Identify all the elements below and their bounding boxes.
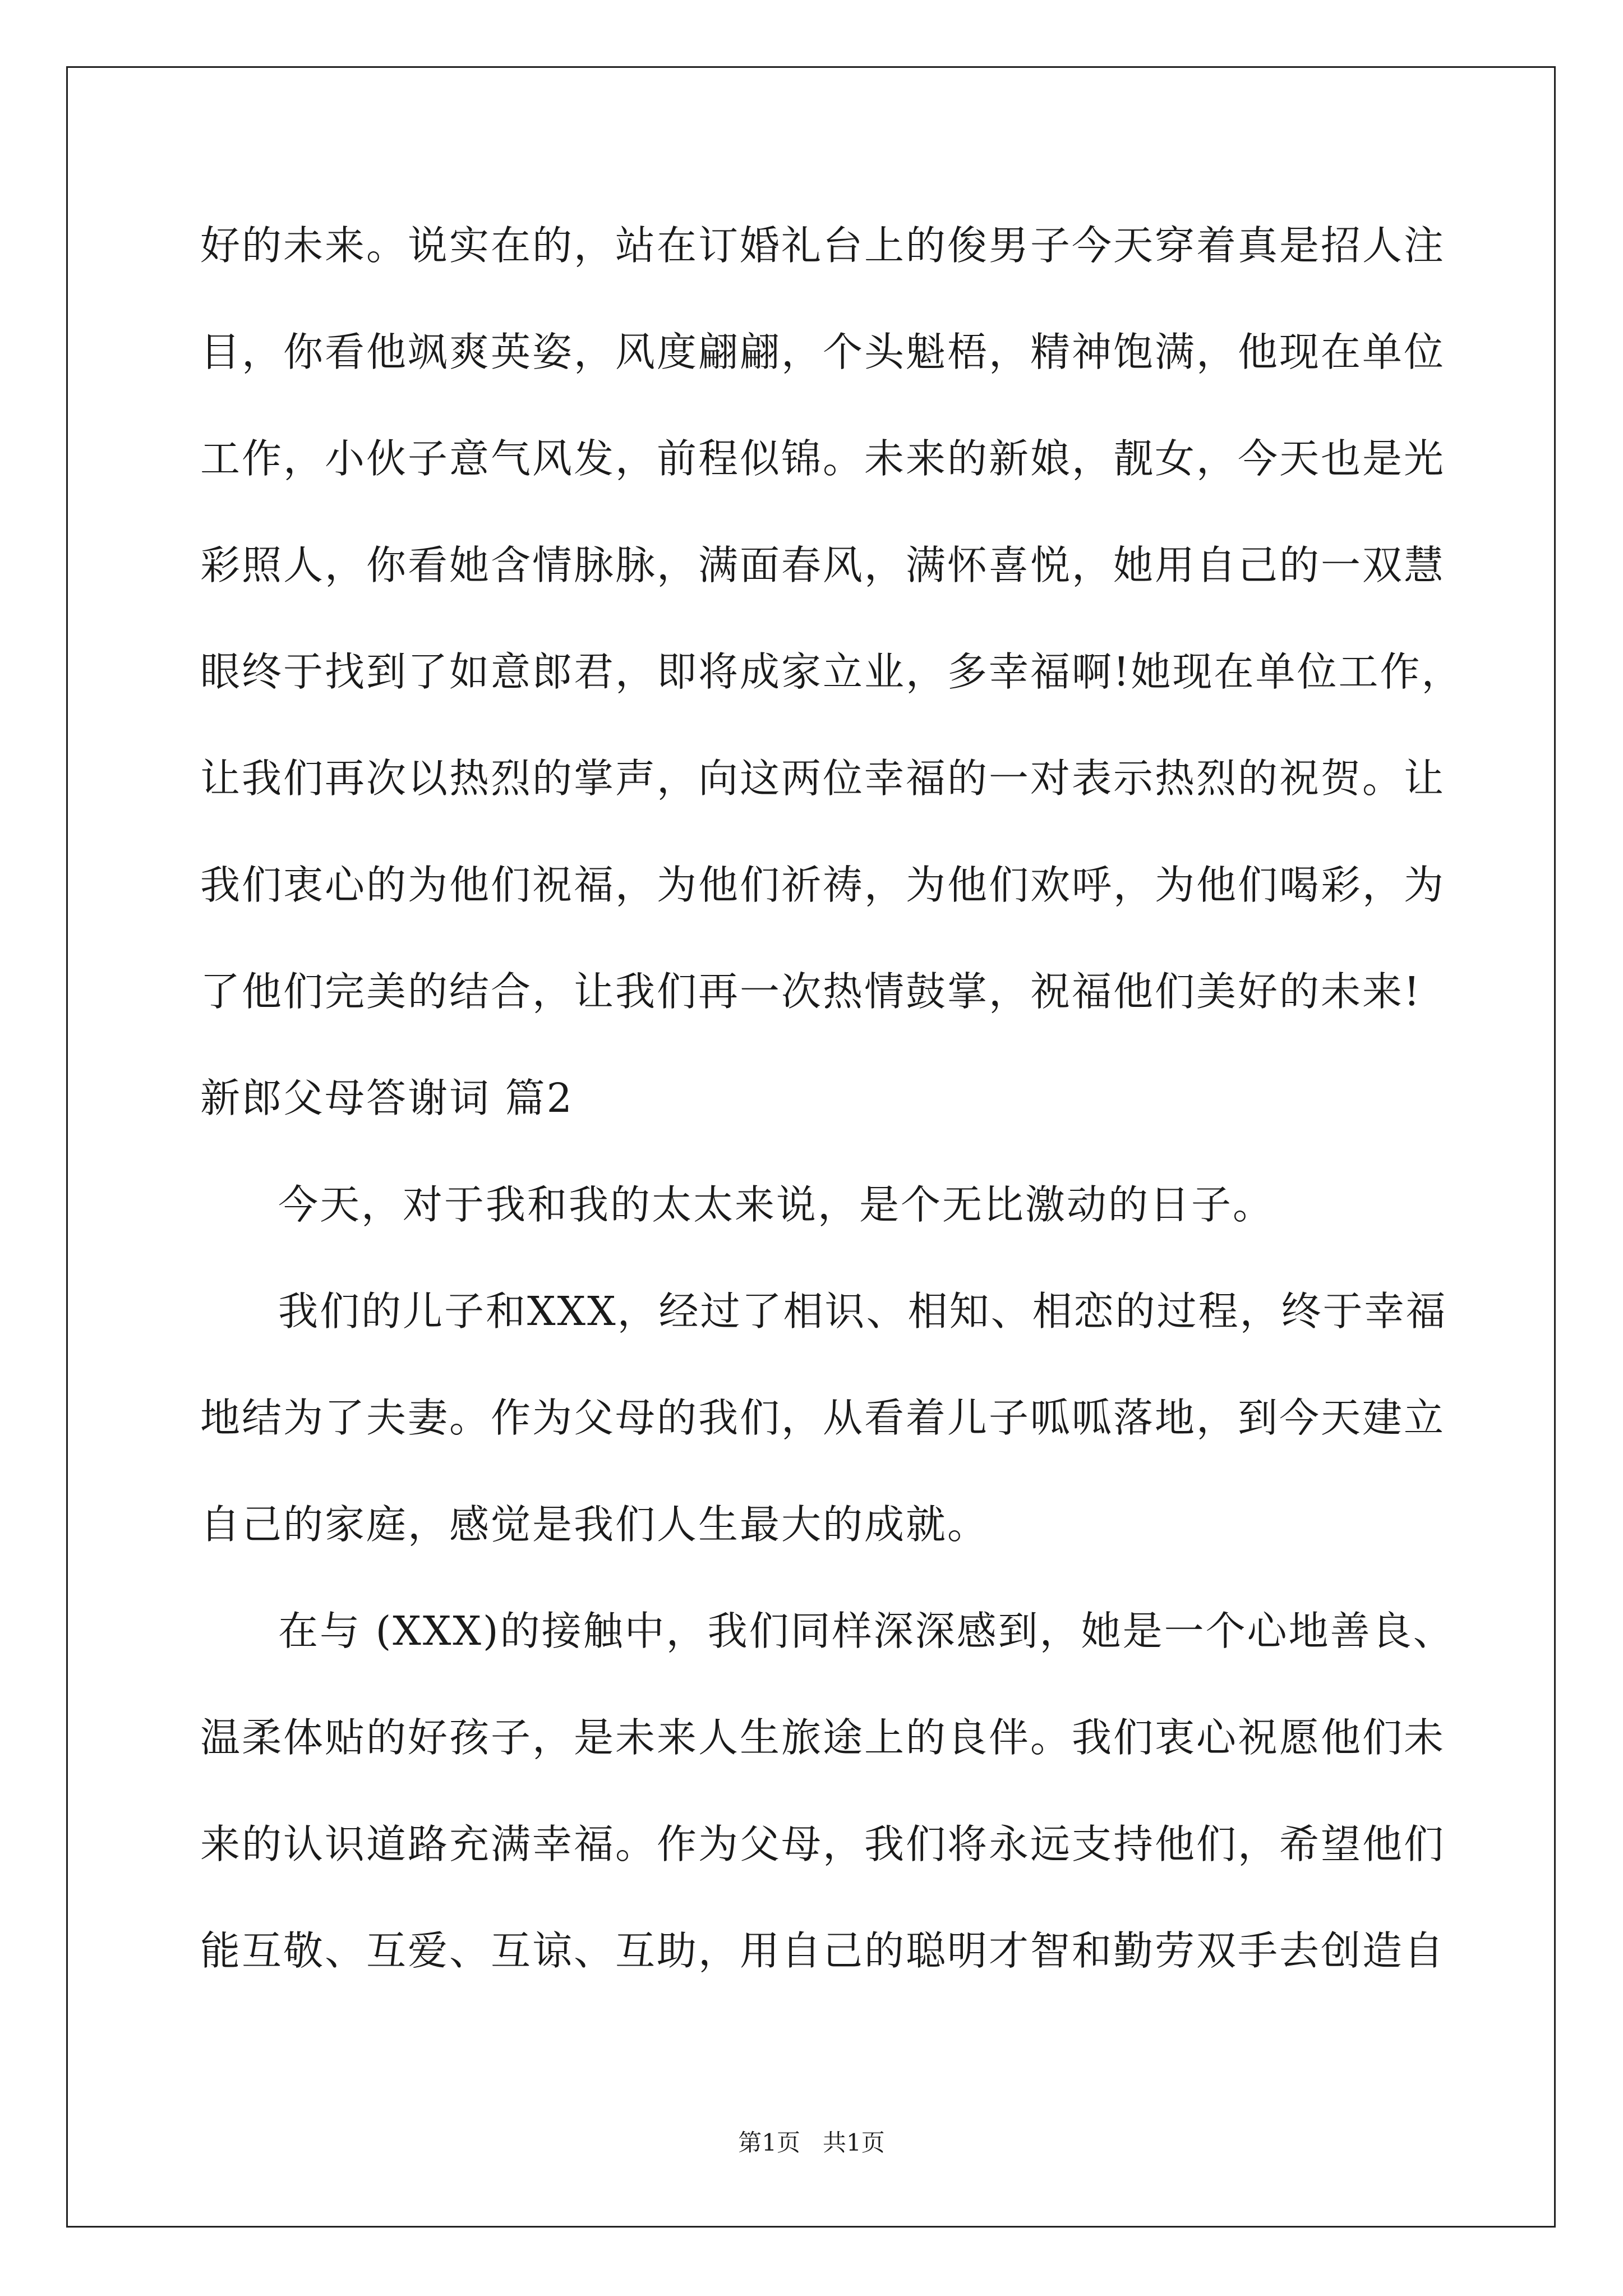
- paragraph-line: 工作，小伙子意气风发，前程似锦。未来的新娘，靓女，今天也是光: [200, 435, 1446, 482]
- page-footer: [0, 2129, 1623, 2157]
- paragraph-line: 地结为了夫妻。作为父母的我们，从看着儿子呱呱落地，到今天建立: [200, 1395, 1446, 1441]
- paragraph-line: 我们的儿子和XXX，经过了相识、相知、相恋的过程，终于幸福: [278, 1288, 1447, 1335]
- paragraph-line: 我们衷心的为他们祝福，为他们祈祷，为他们欢呼，为他们喝彩，为: [200, 862, 1446, 908]
- paragraph-line: 能互敬、互爱、互谅、互助，用自己的聪明才智和勤劳双手去创造自: [200, 1927, 1446, 1974]
- paragraph-line: 眼终于找到了如意郎君，即将成家立业，多幸福啊!她现在单位工作，: [200, 648, 1463, 695]
- section-heading: 新郎父母答谢词 篇2: [200, 1075, 574, 1121]
- paragraph-line: 彩照人，你看她含情脉脉，满面春风，满怀喜悦，她用自己的一双慧: [200, 542, 1446, 588]
- paragraph-line: 了他们完美的结合，让我们再一次热情鼓掌，祝福他们美好的未来!: [200, 968, 1422, 1015]
- paragraph-line: 让我们再次以热烈的掌声，向这两位幸福的一对表示热烈的祝贺。让: [200, 755, 1446, 802]
- paragraph-line: 目，你看他飒爽英姿，风度翩翩，个头魁梧，精神饱满，他现在单位: [200, 329, 1446, 375]
- paragraph-line: 自己的家庭，感觉是我们人生最大的成就。: [200, 1501, 989, 1548]
- page-number: 第1页: [738, 2129, 800, 2156]
- page-total: 共1页: [823, 2129, 885, 2156]
- paragraph-line: 温柔体贴的好孩子，是未来人生旅途上的良伴。我们衷心祝愿他们未: [200, 1714, 1446, 1761]
- paragraph-line: 好的未来。说实在的，站在订婚礼台上的俊男子今天穿着真是招人注: [200, 222, 1446, 269]
- paragraph-line: 今天，对于我和我的太太来说，是个无比激动的日子。: [278, 1181, 1275, 1228]
- page-border: [66, 66, 1556, 2228]
- paragraph-line: 在与 (XXX)的接触中，我们同样深深感到，她是一个心地善良、: [278, 1608, 1455, 1654]
- paragraph-line: 来的认识道路充满幸福。作为父母，我们将永远支持他们，希望他们: [200, 1821, 1446, 1867]
